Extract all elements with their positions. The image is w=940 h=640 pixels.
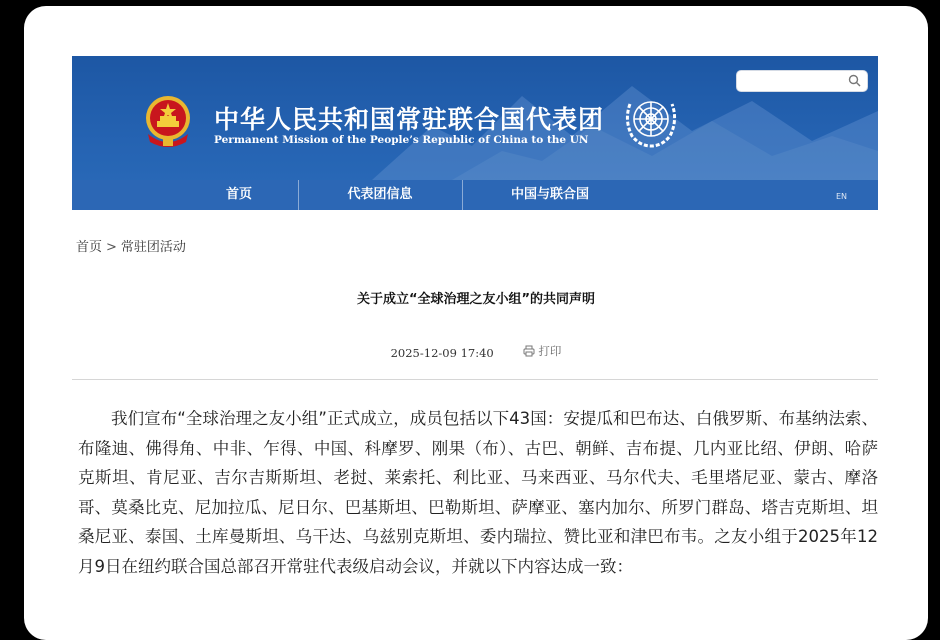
article-body: 我们宣布“全球治理之友小组”正式成立，成员包括以下43国：安提瓜和巴布达、白俄罗斯、布基纳法索、布隆迪、佛得角、中非、乍得、中国、科摩罗、刚果（布）、古巴、朝鲜、吉布提、几内亚比绍、伊朗、哈萨克斯坦、肯尼亚、吉尔吉斯斯坦、老挝、莱索托、利比亚、马来西亚、马尔代夫、毛里塔尼亚、蒙古、摩洛哥、莫桑比克、尼加拉瓜、尼日尔、巴基斯坦、巴勒斯坦、萨摩亚、塞内加尔、所罗门群岛、塔吉克斯坦、坦桑尼亚、泰国、土库曼斯坦、乌干达、乌兹别克斯坦、委内瑞拉、赞比亚和津巴布韦。之友小组于2025年12月9日在纽约联合国总部召开常驻代表级启动会议，并就以下内容达成一致： [78, 409, 878, 576]
breadcrumb-current-link[interactable]: 常驻团活动 [120, 240, 186, 255]
nav-item-mission-info[interactable]: 代表团信息 [347, 187, 413, 202]
site-title: 中华人民共和国常驻联合国代表团 [214, 105, 605, 134]
print-icon [523, 345, 535, 357]
breadcrumb-home-link[interactable]: 首页 [76, 240, 103, 255]
divider [72, 379, 878, 380]
nav-item-home[interactable]: 首页 [225, 187, 252, 202]
page-card [24, 6, 928, 640]
site-subtitle: Permanent Mission of the People’s Republic of China to the UN [214, 134, 589, 146]
article-meta [24, 343, 928, 360]
breadcrumb [76, 236, 186, 255]
language-switch-en[interactable]: EN [836, 192, 848, 201]
print-button[interactable] [523, 343, 561, 359]
nav-item-china-and-un[interactable]: 中国与联合国 [510, 187, 589, 202]
national-emblem-icon [142, 94, 194, 150]
search-input[interactable] [743, 73, 851, 93]
search-box[interactable] [736, 70, 868, 92]
print-label: 打印 [538, 344, 562, 358]
un-emblem-icon [620, 92, 682, 150]
article-datetime: 2025-12-09 17:40 [390, 346, 494, 360]
search-icon[interactable] [848, 74, 861, 87]
site-header [72, 56, 878, 210]
breadcrumb-separator: > [106, 240, 117, 255]
main-nav [72, 180, 878, 210]
article-title: 关于成立“全球治理之友小组”的共同声明 [356, 292, 596, 307]
